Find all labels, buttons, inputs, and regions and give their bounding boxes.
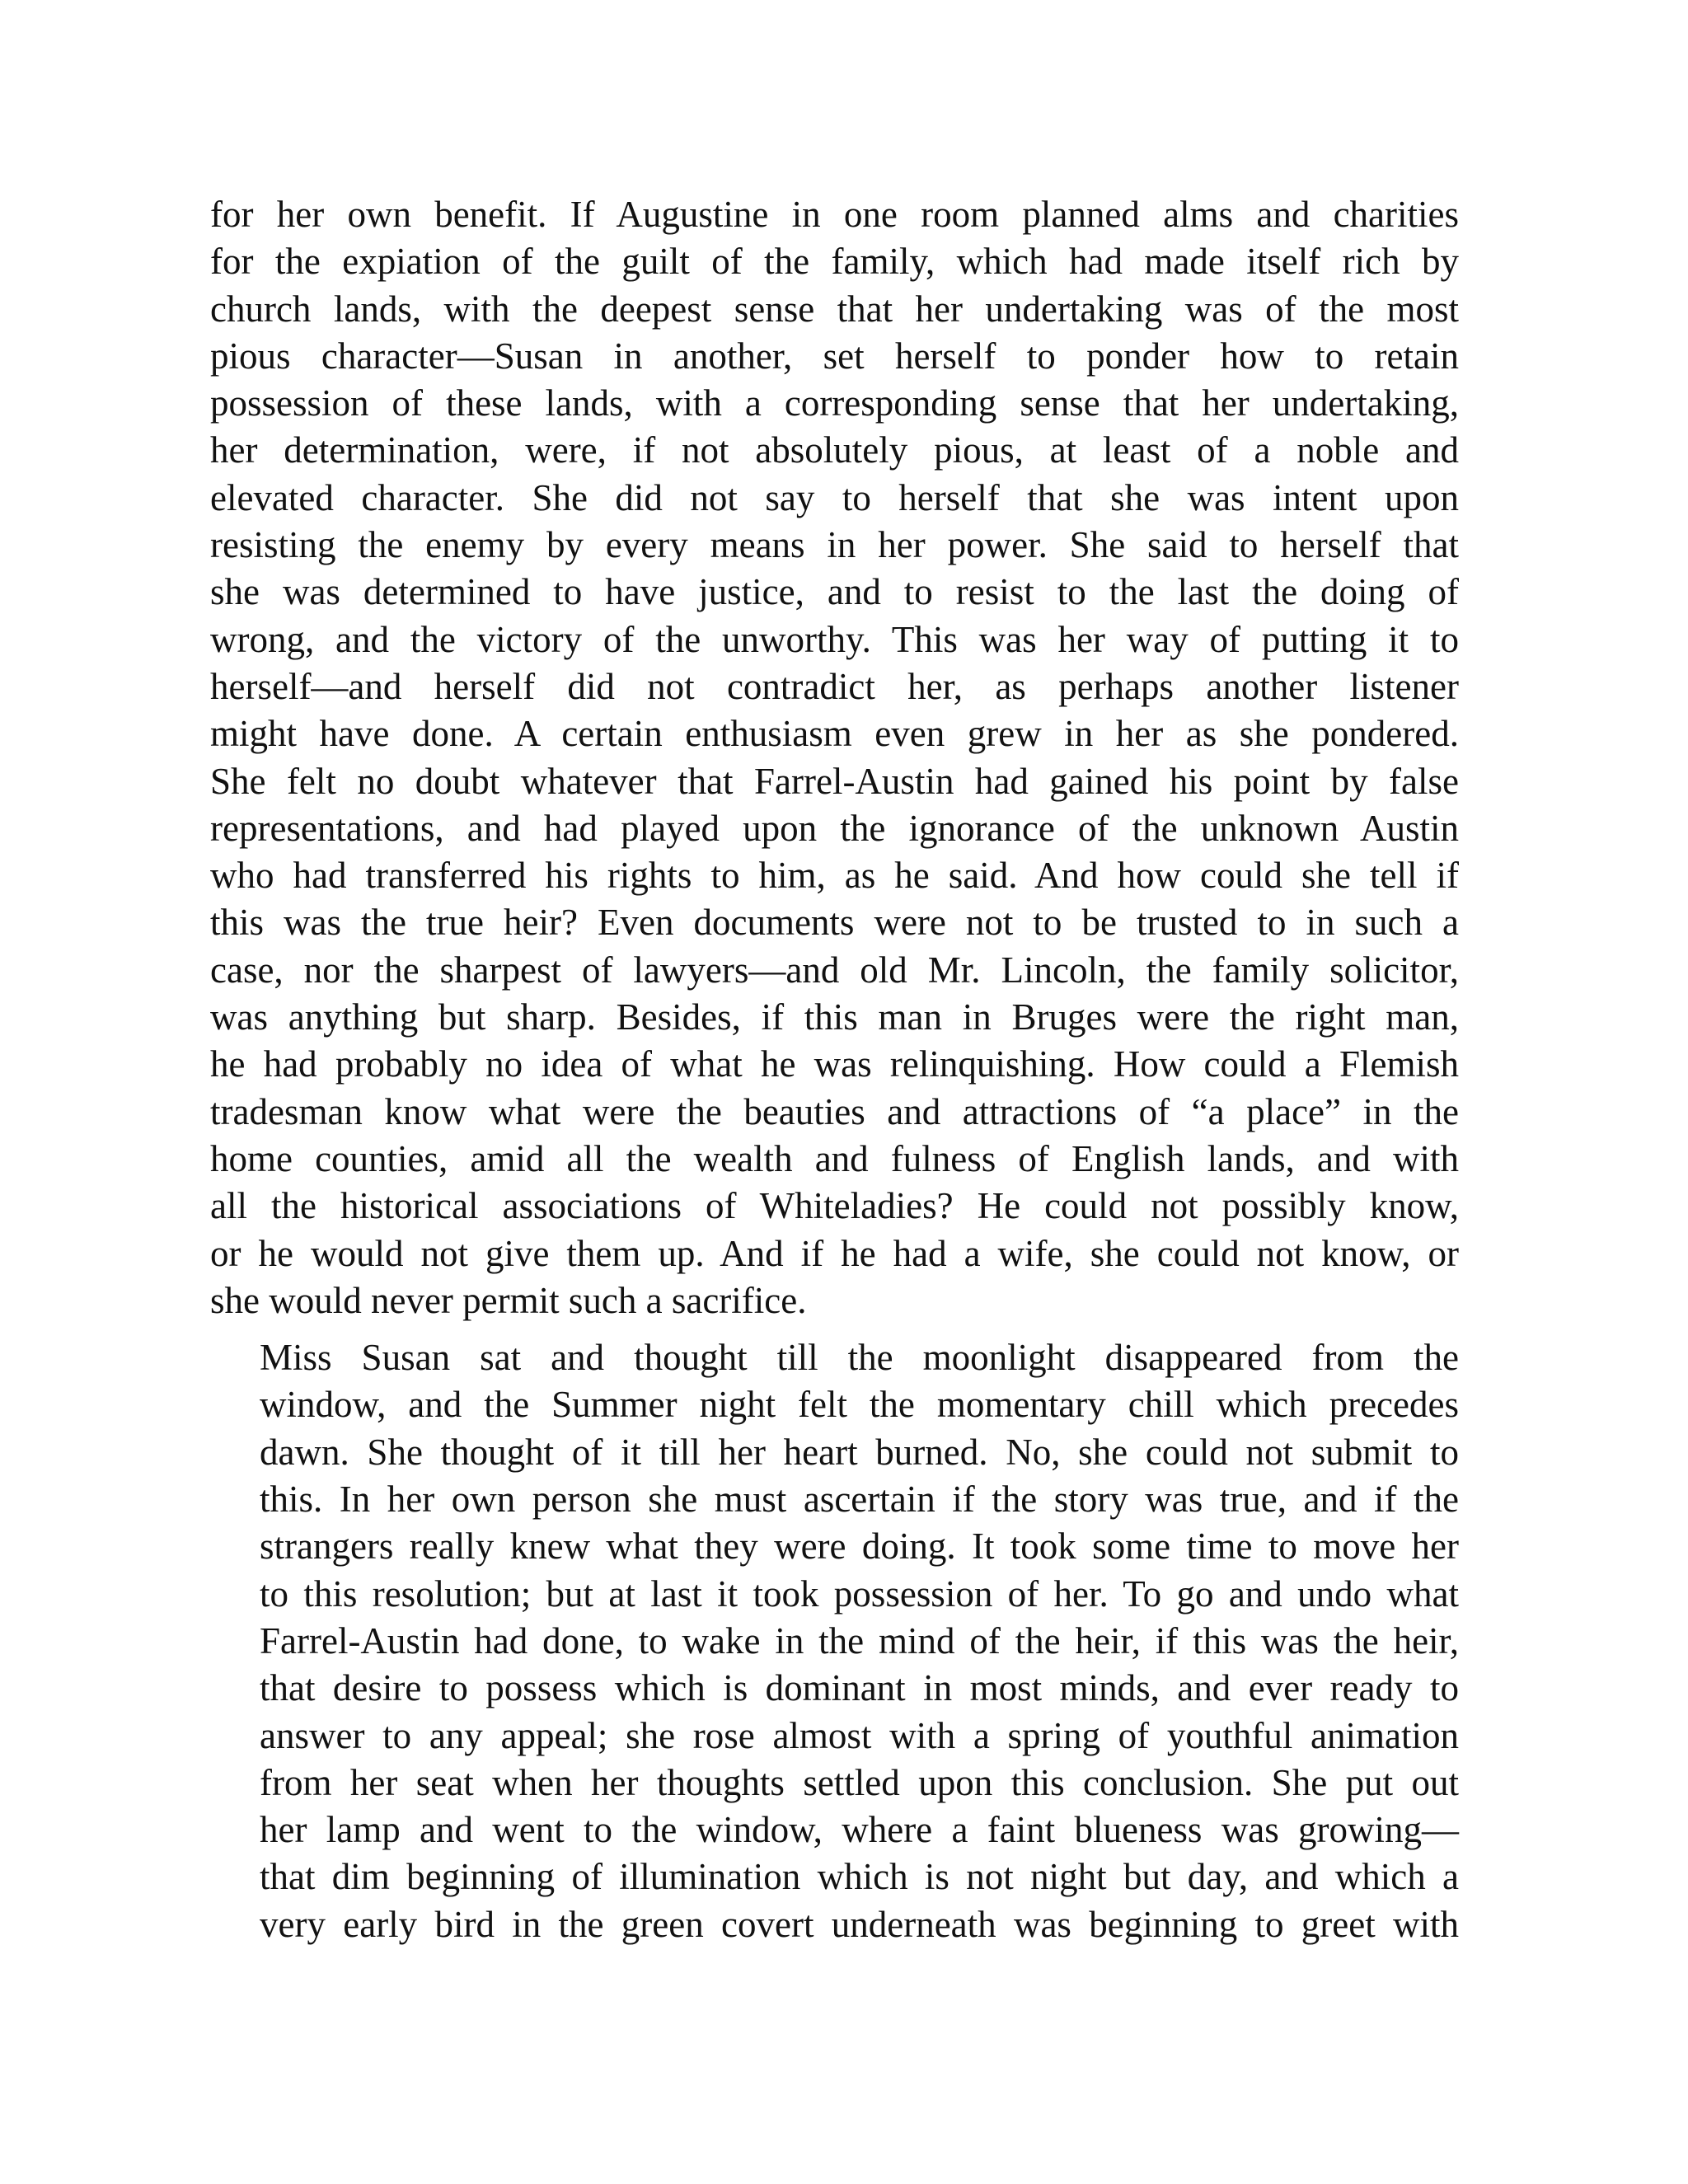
page-body-text (210, 191, 1459, 1948)
text-line: this was the true heir? Even documents were not to be trusted to in such a (210, 902, 1459, 944)
text-line: tradesman know what were the beauties and attractions of “a place” in the (210, 1090, 1459, 1132)
text-line: to this resolution; but at last it took possession of her. To go and undo what (260, 1572, 1459, 1615)
text-line: her lamp and went to the window, where a faint blueness was growing— (260, 1809, 1459, 1851)
text-line: elevated character. She did not say to herself that she was intent upon (210, 476, 1459, 518)
text-line: was anything but sharp. Besides, if this man in Bruges were the right man, (210, 996, 1459, 1038)
text-line: all the historical associations of Whiteladies? He could not possibly know, (210, 1185, 1459, 1227)
text-line: for her own benefit. If Augustine in one room planned alms and charities (210, 194, 1459, 235)
text-line: resisting the enemy by every means in her power. She said to herself that (210, 524, 1459, 566)
text-line: this. In her own person she must ascertain if the story was true, and if the (260, 1479, 1459, 1521)
text-line: window, and the Summer night felt the momentary chill which precedes (260, 1384, 1459, 1426)
text-line: possession of these lands, with a corresponding sense that her undertaking, (210, 382, 1459, 424)
text-line: she was determined to have justice, and to resist to the last the doing of (210, 571, 1459, 613)
text-line: for the expiation of the guilt of the family, which had made itself rich by (210, 241, 1459, 283)
text-line: that desire to possess which is dominant in most minds, and ever ready to (260, 1667, 1459, 1709)
text-line: Miss Susan sat and thought till the moonlight disappeared from the (260, 1337, 1459, 1379)
paragraph-2 (210, 1334, 1459, 1948)
text-line: home counties, amid all the wealth and fulness of English lands, and with (210, 1137, 1459, 1179)
text-line: she would never permit such a sacrifice. (210, 1279, 807, 1321)
text-line: from her seat when her thoughts settled upon this conclusion. She put out (260, 1761, 1459, 1803)
text-line: answer to any appeal; she rose almost with a spring of youthful animation (260, 1714, 1459, 1756)
text-line: She felt no doubt whatever that Farrel-Austin had gained his point by false (210, 760, 1459, 802)
text-line: strangers really knew what they were doing. It took some time to move her (260, 1526, 1459, 1568)
text-line: he had probably no idea of what he was relinquishing. How could a Flemish (210, 1043, 1459, 1085)
text-line: case, nor the sharpest of lawyers—and old Mr. Lincoln, the family solicitor, (210, 949, 1459, 991)
text-line: Farrel-Austin had done, to wake in the mind of the heir, if this was the heir, (260, 1619, 1459, 1661)
paragraph-1 (210, 191, 1459, 1324)
text-line: church lands, with the deepest sense that her undertaking was of the most (210, 288, 1459, 330)
text-line: representations, and had played upon the ignorance of the unknown Austin (210, 807, 1459, 849)
text-line: that dim beginning of illumination which is not night but day, and which a (260, 1856, 1459, 1898)
text-line: who had transferred his rights to him, as he said. And how could she tell if (210, 855, 1459, 897)
text-line: very early bird in the green covert underneath was beginning to greet with (260, 1903, 1459, 1945)
text-line: pious character—Susan in another, set herself to ponder how to retain (210, 335, 1459, 377)
text-line: her determination, were, if not absolutely pious, at least of a noble and (210, 429, 1459, 471)
text-line: might have done. A certain enthusiasm even grew in her as she pondered. (210, 713, 1459, 755)
text-line: dawn. She thought of it till her heart burned. No, she could not submit to (260, 1431, 1459, 1473)
text-line: herself—and herself did not contradict her, as perhaps another listener (210, 665, 1459, 707)
text-line: wrong, and the victory of the unworthy. This was her way of putting it to (210, 618, 1459, 660)
text-line: or he would not give them up. And if he had a wife, she could not know, or (210, 1232, 1459, 1274)
